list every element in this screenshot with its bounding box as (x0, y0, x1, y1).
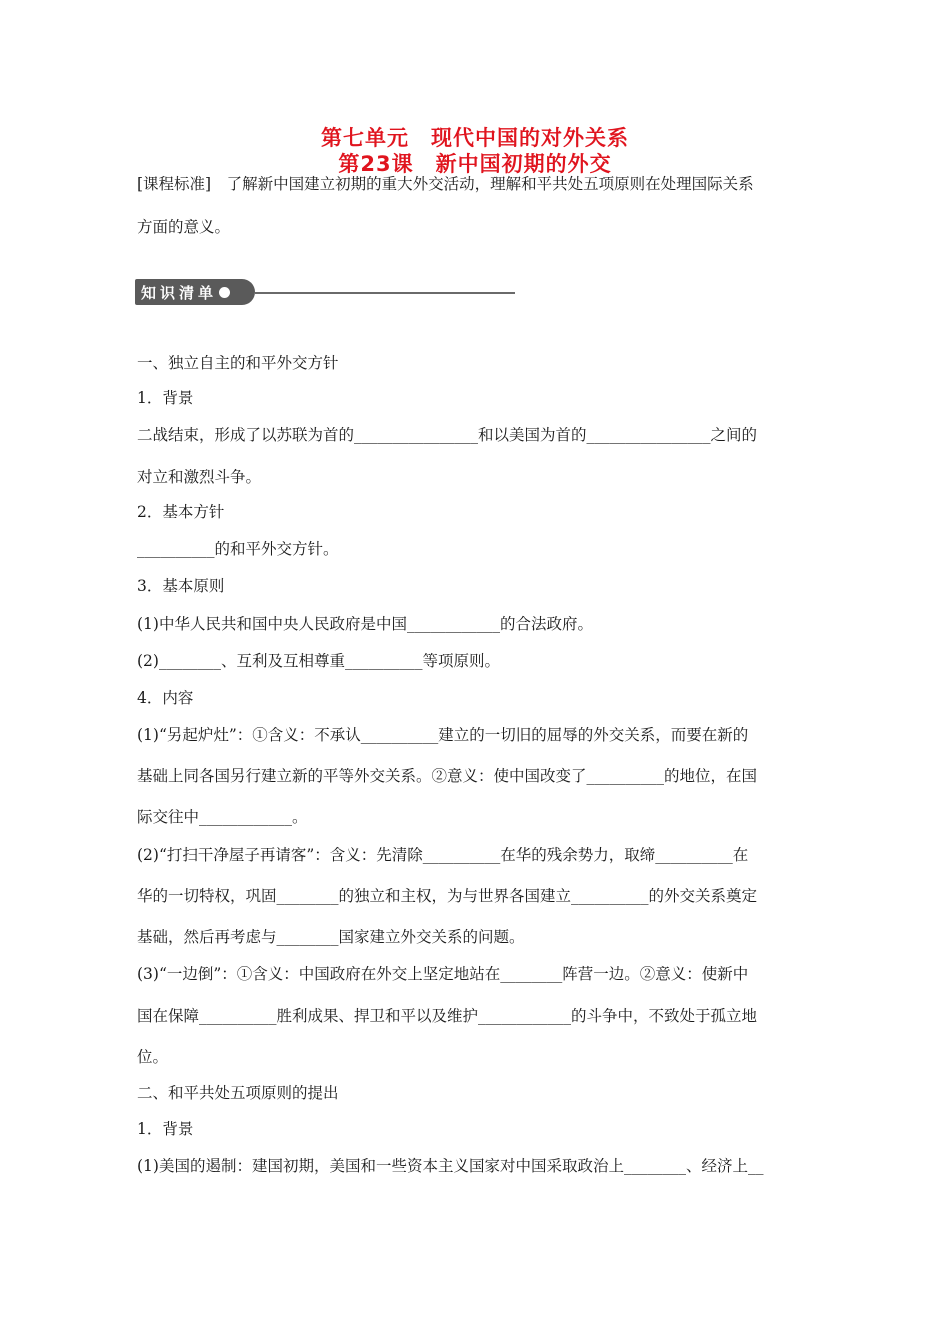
section-rule (255, 292, 515, 294)
text-line: 对立和激烈斗争。 (137, 468, 262, 486)
unit-title: 第七单元 现代中国的对外关系 (321, 126, 629, 150)
knowledge-list-badge (135, 279, 255, 305)
text-line: 1．背景 (137, 389, 194, 407)
course-standard-line-2: 方面的意义。 (137, 218, 231, 236)
text-line: (1)中华人民共和国中央人民政府是中国____________的合法政府。 (137, 615, 593, 633)
text-line: (1)美国的遏制：建国初期，美国和一些资本主义国家对中国采取政治上________、经济上__ (137, 1157, 764, 1175)
text-line: 际交往中____________。 (137, 808, 308, 826)
badge-dot-icon (219, 287, 230, 298)
text-line: 一、独立自主的和平外交方针 (137, 354, 339, 372)
course-standard-line-1: [课程标准] 了解新中国建立初期的重大外交活动，理解和平共处五项原则在处理国际关系 (137, 175, 754, 193)
text-line: 国在保障__________胜利成果、捍卫和平以及维护____________的斗争中，不致处于孤立地 (137, 1007, 758, 1025)
text-line: 基础，然后再考虑与________国家建立外交关系的问题。 (137, 928, 525, 946)
text-line: 1．背景 (137, 1120, 194, 1138)
text-line: 华的一切特权，巩固________的独立和主权，为与世界各国建立__________的外交关系奠定 (137, 887, 758, 905)
text-line: (1)“另起炉灶”：①含义：不承认__________建立的一切旧的屈辱的外交关系，而要在新的 (137, 726, 749, 744)
text-line: 2．基本方针 (137, 503, 225, 521)
text-line: (3)“一边倒”：①含义：中国政府在外交上坚定地站在________阵营一边。②意义：使新中 (137, 965, 749, 983)
text-line: 位。 (137, 1048, 169, 1066)
text-line: 二、和平共处五项原则的提出 (137, 1084, 339, 1102)
text-line: 3．基本原则 (137, 577, 225, 595)
text-line: 4．内容 (137, 689, 194, 707)
text-line: 二战结束，形成了以苏联为首的________________和以美国为首的________________之间的 (137, 426, 758, 444)
lesson-title: 第23课 新中国初期的外交 (338, 152, 612, 176)
badge-label: 知识清单 (141, 283, 218, 302)
text-line: (2)________、互利及互相尊重__________等项原则。 (137, 652, 500, 670)
text-line: 基础上同各国另行建立新的平等外交关系。②意义：使中国改变了__________的地位，在国 (137, 767, 758, 785)
text-line: __________的和平外交方针。 (137, 540, 339, 558)
text-line: (2)“打扫干净屋子再请客”：含义：先清除__________在华的残余势力，取缔__________在 (137, 846, 749, 864)
